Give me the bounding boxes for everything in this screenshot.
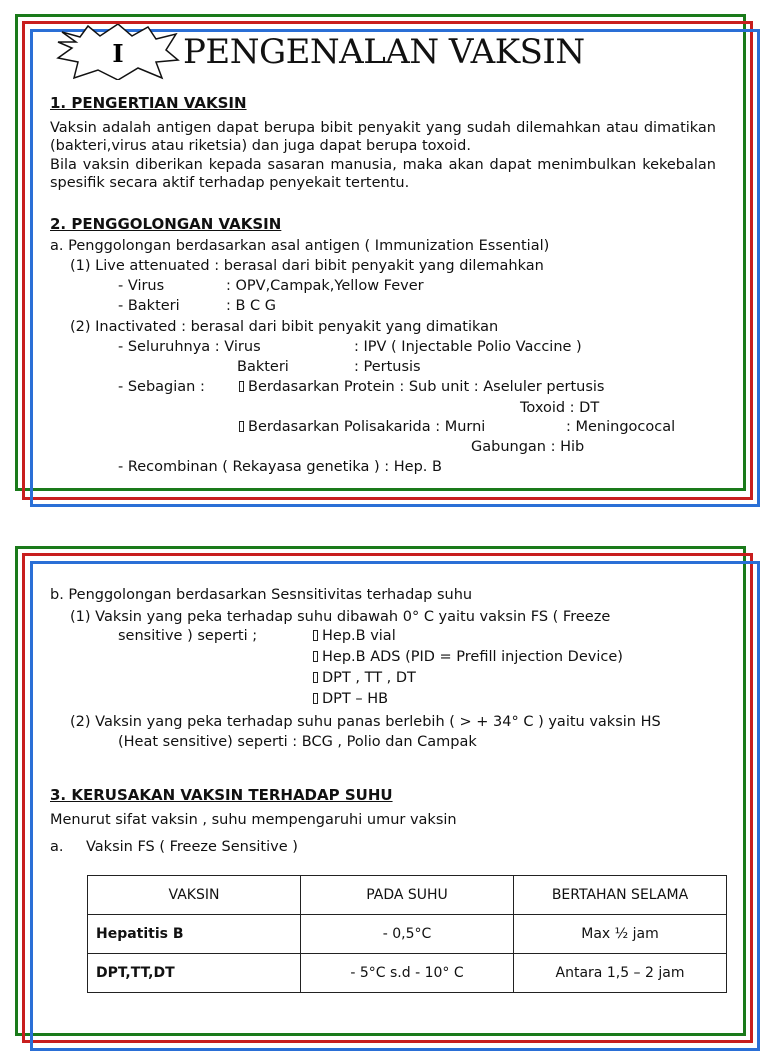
starburst-badge-icon [56, 24, 180, 80]
fs-item: Hep.B vial [313, 626, 396, 646]
table-cell: - 0,5°C [301, 915, 514, 954]
hs-line2: (Heat sensitive) seperti : BCG , Polio dan Campak [118, 734, 477, 750]
seluruhnya-value: : IPV ( Injectable Polio Vaccine ) [354, 339, 582, 355]
table-cell: Max ½ jam [514, 915, 727, 954]
bakteri-label: - Bakteri [118, 298, 180, 314]
table-header-row [88, 876, 727, 915]
bullet-square-icon [313, 651, 318, 662]
table-header: VAKSIN [88, 876, 301, 915]
virus-value: : OPV,Campak,Yellow Fever [226, 278, 424, 294]
polisakarida-line [239, 417, 485, 437]
section1-heading: 1. PENGERTIAN VAKSIN [50, 94, 247, 112]
fs-item: Hep.B ADS (PID = Prefill injection Device) [313, 647, 623, 667]
seluruhnya-label: - Seluruhnya : Virus [118, 339, 261, 355]
section3-heading: 3. KERUSAKAN VAKSIN TERHADAP SUHU [50, 786, 393, 804]
table-row [88, 954, 727, 993]
slide-title: PENGENALAN VAKSIN [183, 32, 585, 72]
section2-a: a. Penggolongan berdasarkan asal antigen ( Immunization Essential) [50, 238, 550, 254]
section3-a: Vaksin FS ( Freeze Sensitive ) [86, 839, 298, 855]
badge-numeral: I [112, 39, 124, 68]
section3-a-marker: a. [50, 839, 64, 855]
fs-line1: (1) Vaksin yang peka terhadap suhu dibawah 0° C yaitu vaksin FS ( Freeze [70, 609, 611, 625]
section1-para2: Bila vaksin diberikan kepada sasaran manusia, maka akan dapat menimbulkan kekebalan spesifik secara aktif terhadap penyekait tertentu. [50, 157, 716, 191]
protein-text: Berdasarkan Protein : Sub unit : Aseluler pertusis [248, 379, 605, 395]
fs-item: DPT , TT , DT [313, 668, 416, 688]
virus-label: - Virus [118, 278, 165, 294]
hs-line1: (2) Vaksin yang peka terhadap suhu panas berlebih ( > + 34° C ) yaitu vaksin HS [70, 714, 661, 730]
section1-para1: Vaksin adalah antigen dapat berupa bibit penyakit yang sudah dilemahkan atau dimatikan (bakteri,virus atau riketsia) dan juga dapat berupa toxoid. [50, 120, 716, 154]
fs-line2: sensitive ) seperti ; [118, 628, 258, 644]
bullet-square-icon [313, 693, 318, 704]
section3-intro: Menurut sifat vaksin , suhu mempengaruhi umur vaksin [50, 812, 457, 828]
bakteri2-value: : Pertusis [354, 359, 421, 375]
vaccine-table [87, 875, 727, 993]
protein-line [239, 377, 604, 397]
table-row [88, 915, 727, 954]
polisakarida-text: Berdasarkan Polisakarida : Murni [248, 419, 486, 435]
bakteri-value: : B C G [226, 298, 277, 314]
gabungan-line: Gabungan : Hib [471, 439, 585, 455]
section2-b: b. Penggolongan berdasarkan Sesnsitivitas terhadap suhu [50, 587, 473, 603]
fs-item: DPT – HB [313, 689, 388, 709]
recombinan-line: - Recombinan ( Rekayasa genetika ) : Hep. B [118, 459, 442, 475]
table-header: BERTAHAN SELAMA [514, 876, 727, 915]
live-attenuated: (1) Live attenuated : berasal dari bibit penyakit yang dilemahkan [70, 258, 544, 274]
bullet-square-icon [313, 630, 318, 641]
table-cell: - 5°C s.d - 10° C [301, 954, 514, 993]
bullet-square-icon [239, 421, 244, 432]
sebagian-label: - Sebagian : [118, 379, 205, 395]
bullet-square-icon [239, 381, 244, 392]
bakteri2-label: Bakteri [237, 359, 289, 375]
inactivated: (2) Inactivated : berasal dari bibit penyakit yang dimatikan [70, 319, 499, 335]
toxoid-line: Toxoid : DT [520, 400, 600, 416]
bullet-square-icon [313, 672, 318, 683]
meningococal-line: : Meningococal [566, 419, 676, 435]
section2-heading: 2. PENGGOLONGAN VAKSIN [50, 215, 282, 233]
table-cell: Antara 1,5 – 2 jam [514, 954, 727, 993]
table-cell: Hepatitis B [88, 915, 301, 954]
table-cell: DPT,TT,DT [88, 954, 301, 993]
table-header: PADA SUHU [301, 876, 514, 915]
